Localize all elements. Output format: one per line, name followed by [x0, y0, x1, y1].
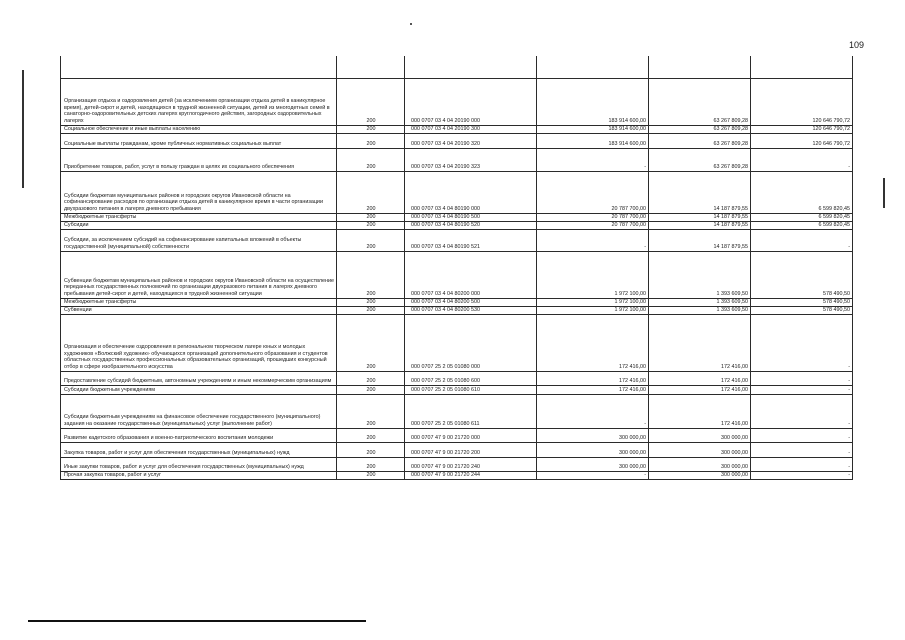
- row-description: Субсидии, за исключением субсидий на софинансирование капитальных вложений в объекты государственной (муниципальной) собственности: [61, 229, 337, 251]
- table-row: [61, 171, 853, 213]
- scan-speck: [410, 23, 412, 25]
- row-description: Субсидии бюджетным учреждениям на финансовое обеспечение государственного (муниципального) задания на оказание государственных (муниципальных) услуг (выполнение работ): [61, 394, 337, 428]
- row-executed-amount: 63 267 809,28: [649, 125, 751, 133]
- row-executed-amount: 14 187 879,55: [649, 221, 751, 229]
- row-classification-code: 000 0707 25 2 05 01080 610: [405, 385, 537, 394]
- row-line-code: 200: [337, 298, 405, 306]
- row-unexecuted-amount: 6 599 820,45: [751, 221, 853, 229]
- row-unexecuted-amount: -: [751, 394, 853, 428]
- row-approved-amount: -: [537, 148, 649, 171]
- row-line-code: 200: [337, 125, 405, 133]
- row-classification-code: 000 0707 25 2 05 01080 000: [405, 314, 537, 371]
- row-description: Субсидии: [61, 221, 337, 229]
- row-executed-amount: 63 267 809,28: [649, 78, 751, 125]
- row-classification-code: 000 0707 03 4 04 80190 520: [405, 221, 537, 229]
- row-executed-amount: 63 267 809,28: [649, 133, 751, 148]
- budget-execution-table: [60, 56, 853, 480]
- table-row: [61, 213, 853, 221]
- row-approved-amount: 20 787 700,00: [537, 221, 649, 229]
- row-description: Субсидии бюджетным учреждениям: [61, 385, 337, 394]
- row-unexecuted-amount: -: [751, 428, 853, 442]
- row-executed-amount: 14 187 879,55: [649, 213, 751, 221]
- row-approved-amount: 172 416,00: [537, 371, 649, 385]
- row-description: Организация и обеспечение оздоровления в региональном творческом лагере юных и молодых художников «Волжский художник» обучающихся организаций дополнительного образования и студентов областных государственных профессиональных образовательных организаций, прошедших конкурсный отбор в сфере изобразительного искусства: [61, 314, 337, 371]
- row-description: Социальные выплаты гражданам, кроме публичных нормативных социальных выплат: [61, 133, 337, 148]
- row-executed-amount: 300 000,00: [649, 428, 751, 442]
- row-approved-amount: 20 787 700,00: [537, 171, 649, 213]
- row-line-code: 200: [337, 314, 405, 371]
- row-approved-amount: 183 914 600,00: [537, 78, 649, 125]
- table-row: [61, 385, 853, 394]
- row-line-code: 200: [337, 133, 405, 148]
- row-approved-amount: -: [537, 394, 649, 428]
- row-executed-amount: 1 393 609,50: [649, 251, 751, 298]
- row-executed-amount: 1 393 609,50: [649, 306, 751, 314]
- row-unexecuted-amount: 578 490,50: [751, 251, 853, 298]
- row-description: Иные закупки товаров, работ и услуг для обеспечения государственных (муниципальных) нужд: [61, 457, 337, 471]
- row-approved-amount: 300 000,00: [537, 442, 649, 457]
- row-approved-amount: 1 972 100,00: [537, 298, 649, 306]
- row-description: [61, 56, 337, 78]
- row-line-code: 200: [337, 471, 405, 479]
- row-description: Организация отдыха и оздоровления детей (за исключением организации отдыха детей в каникулярное время), детей-сирот и детей, находящихся в трудной жизненной ситуации, детей из многодетных семей в санаторно-оздоровительных детских лагерях круглогодичного действия, загородных оздоровительных лагерях: [61, 78, 337, 125]
- row-approved-amount: [537, 56, 649, 78]
- row-line-code: 200: [337, 306, 405, 314]
- row-classification-code: 000 0707 03 4 04 20190 323: [405, 148, 537, 171]
- scan-margin-mark-right: [883, 178, 885, 208]
- row-unexecuted-amount: -: [751, 385, 853, 394]
- row-unexecuted-amount: -: [751, 371, 853, 385]
- row-classification-code: 000 0707 03 4 04 80200 530: [405, 306, 537, 314]
- table-row: [61, 229, 853, 251]
- row-executed-amount: 300 000,00: [649, 471, 751, 479]
- row-executed-amount: 63 267 809,28: [649, 148, 751, 171]
- row-description: Прочая закупка товаров, работ и услуг: [61, 471, 337, 479]
- table-row: [61, 457, 853, 471]
- table-row: [61, 148, 853, 171]
- row-unexecuted-amount: 120 646 790,72: [751, 133, 853, 148]
- table-row: [61, 133, 853, 148]
- scan-margin-mark-left: [22, 70, 24, 188]
- row-executed-amount: 14 187 879,55: [649, 171, 751, 213]
- row-unexecuted-amount: 578 490,50: [751, 298, 853, 306]
- row-approved-amount: 20 787 700,00: [537, 213, 649, 221]
- table-row: [61, 371, 853, 385]
- row-description: Субвенции бюджетам муниципальных районов и городских округов Ивановской области на осуществление переданных государственных полномочий по организации двухразового питания в лагерях дневного пребывания детей-сирот и детей, находящихся в трудной жизненной ситуации: [61, 251, 337, 298]
- row-executed-amount: 172 416,00: [649, 371, 751, 385]
- row-line-code: 200: [337, 78, 405, 125]
- row-classification-code: 000 0707 03 4 04 80190 000: [405, 171, 537, 213]
- row-description: Субсидии бюджетам муниципальных районов и городских округов Ивановской области на софинансирование расходов по организации отдыха детей в каникулярное время в части организации двухразового питания в лагерях дневного пребывания: [61, 171, 337, 213]
- page-number: 109: [849, 40, 865, 50]
- row-classification-code: 000 0707 03 4 04 80190 521: [405, 229, 537, 251]
- row-description: Развитие кадетского образования и военно-патриотического воспитания молодежи: [61, 428, 337, 442]
- table-row: [61, 298, 853, 306]
- row-classification-code: 000 0707 25 2 05 01080 611: [405, 394, 537, 428]
- row-approved-amount: 300 000,00: [537, 457, 649, 471]
- table-row: [61, 56, 853, 78]
- row-unexecuted-amount: -: [751, 471, 853, 479]
- row-unexecuted-amount: [751, 56, 853, 78]
- table-row: [61, 428, 853, 442]
- row-classification-code: 000 0707 03 4 04 80190 500: [405, 213, 537, 221]
- row-executed-amount: 300 000,00: [649, 457, 751, 471]
- row-approved-amount: 172 416,00: [537, 314, 649, 371]
- row-unexecuted-amount: -: [751, 148, 853, 171]
- table-row: [61, 221, 853, 229]
- row-approved-amount: 183 914 600,00: [537, 133, 649, 148]
- row-line-code: 200: [337, 394, 405, 428]
- row-line-code: 200: [337, 229, 405, 251]
- row-description: Межбюджетные трансферты: [61, 298, 337, 306]
- table-row: [61, 306, 853, 314]
- row-executed-amount: 1 393 609,50: [649, 298, 751, 306]
- row-approved-amount: 172 416,00: [537, 385, 649, 394]
- row-unexecuted-amount: 120 646 790,72: [751, 78, 853, 125]
- row-classification-code: [405, 56, 537, 78]
- row-line-code: 200: [337, 221, 405, 229]
- row-approved-amount: -: [537, 229, 649, 251]
- row-approved-amount: 300 000,00: [537, 428, 649, 442]
- row-classification-code: 000 0707 47 9 00 21720 244: [405, 471, 537, 479]
- row-approved-amount: -: [537, 471, 649, 479]
- row-line-code: 200: [337, 385, 405, 394]
- row-line-code: 200: [337, 148, 405, 171]
- row-executed-amount: 172 416,00: [649, 385, 751, 394]
- row-description: Закупка товаров, работ и услуг для обеспечения государственных (муниципальных) нужд: [61, 442, 337, 457]
- table-body: [61, 56, 853, 479]
- row-classification-code: 000 0707 03 4 04 20190 000: [405, 78, 537, 125]
- row-unexecuted-amount: 578 490,50: [751, 306, 853, 314]
- table-row: [61, 314, 853, 371]
- row-line-code: 200: [337, 371, 405, 385]
- table-row: [61, 125, 853, 133]
- row-executed-amount: 172 416,00: [649, 394, 751, 428]
- row-unexecuted-amount: 120 646 790,72: [751, 125, 853, 133]
- row-executed-amount: [649, 56, 751, 78]
- row-approved-amount: 183 914 600,00: [537, 125, 649, 133]
- row-line-code: 200: [337, 171, 405, 213]
- row-unexecuted-amount: 6 599 820,45: [751, 171, 853, 213]
- table-row: [61, 471, 853, 479]
- row-line-code: 200: [337, 213, 405, 221]
- row-line-code: [337, 56, 405, 78]
- row-executed-amount: 14 187 879,55: [649, 229, 751, 251]
- row-unexecuted-amount: -: [751, 314, 853, 371]
- row-description: Субвенции: [61, 306, 337, 314]
- row-description: Предоставление субсидий бюджетным, автономным учреждениям и иным некоммерческим организациям: [61, 371, 337, 385]
- row-unexecuted-amount: -: [751, 457, 853, 471]
- table-row: [61, 442, 853, 457]
- footnote-rule: [28, 620, 366, 622]
- row-executed-amount: 172 416,00: [649, 314, 751, 371]
- row-classification-code: 000 0707 03 4 04 20190 320: [405, 133, 537, 148]
- row-line-code: 200: [337, 251, 405, 298]
- row-unexecuted-amount: -: [751, 442, 853, 457]
- row-line-code: 200: [337, 457, 405, 471]
- row-classification-code: 000 0707 03 4 04 20190 300: [405, 125, 537, 133]
- row-unexecuted-amount: 6 599 820,45: [751, 213, 853, 221]
- row-executed-amount: 300 000,00: [649, 442, 751, 457]
- row-classification-code: 000 0707 03 4 04 80200 500: [405, 298, 537, 306]
- row-description: Приобретение товаров, работ, услуг в пользу граждан в целях их социального обеспечения: [61, 148, 337, 171]
- row-classification-code: 000 0707 47 9 00 21720 200: [405, 442, 537, 457]
- row-description: Межбюджетные трансферты: [61, 213, 337, 221]
- row-classification-code: 000 0707 03 4 04 80200 000: [405, 251, 537, 298]
- row-approved-amount: 1 972 100,00: [537, 306, 649, 314]
- row-classification-code: 000 0707 47 9 00 21720 000: [405, 428, 537, 442]
- row-line-code: 200: [337, 442, 405, 457]
- row-classification-code: 000 0707 47 9 00 21720 240: [405, 457, 537, 471]
- table-row: [61, 251, 853, 298]
- row-classification-code: 000 0707 25 2 05 01080 600: [405, 371, 537, 385]
- row-approved-amount: 1 972 100,00: [537, 251, 649, 298]
- table-row: [61, 394, 853, 428]
- row-unexecuted-amount: -: [751, 229, 853, 251]
- row-line-code: 200: [337, 428, 405, 442]
- table-row: [61, 78, 853, 125]
- row-description: Социальное обеспечение и иные выплаты населению: [61, 125, 337, 133]
